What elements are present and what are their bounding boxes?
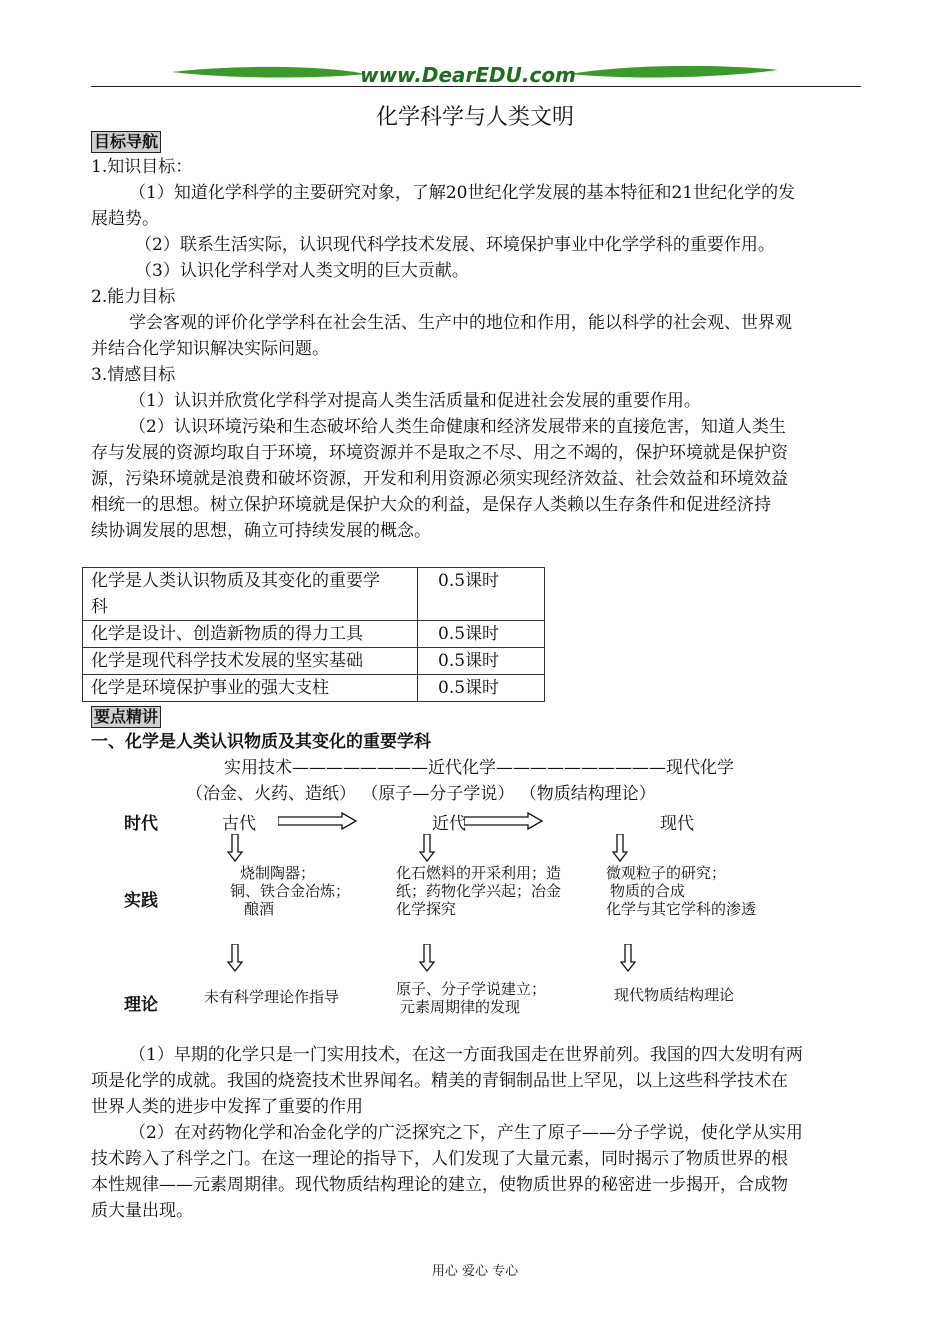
topic-cell: 化学是设计、创造新物质的得力工具	[83, 621, 418, 648]
hours-cell: 0.5课时	[418, 621, 545, 648]
paragraph-2-line2: 技术跨入了科学之门。在这一理论的指导下，人们发现了大量元素，同时揭示了物质世界的根	[91, 1149, 788, 1169]
paragraph-2-line3: 本性规律——元素周期律。现代物质结构理论的建立，使物质世界的秘密进一步揭开，合成物	[91, 1175, 788, 1195]
topic-text: 化学是人类认识物质及其变化的重要学	[91, 571, 380, 591]
practice-ancient-3: 酿酒	[244, 900, 275, 918]
arrow-down-icon	[227, 944, 243, 972]
page-footer: 用心 爱心 专心	[431, 1264, 519, 1279]
table-row	[83, 675, 545, 702]
arrow-down-icon	[612, 834, 628, 862]
era-contemporary: 现代	[660, 814, 694, 834]
emotion-heading: 3.情感目标	[91, 365, 176, 385]
logo-swoosh-left	[172, 67, 365, 78]
table-row	[83, 568, 545, 621]
goal-e2-line2: 存与发展的资源均取自于环境，环境资源并不是取之不尽、用之不竭的，保护环境就是保护资	[91, 443, 788, 463]
hours-cell: 0.5课时	[418, 568, 545, 621]
practice-modern-2: 纸；药物化学兴起；冶金	[396, 882, 562, 900]
logo-text: www.DearEDU.com	[360, 63, 576, 87]
schedule-table	[82, 567, 545, 702]
practice-cont-2: 物质的合成	[610, 882, 686, 900]
knowledge-heading: 1.知识目标：	[91, 157, 193, 177]
goal-e1: （1）认识并欣赏化学科学对提高人类生活质量和促进社会发展的重要作用。	[129, 391, 701, 411]
goal-k3: （3）认识化学科学对人类文明的巨大贡献。	[135, 261, 469, 281]
section-heading-1: 一、化学是人类认识物质及其变化的重要学科	[91, 732, 431, 752]
section-tag-keypoints: 要点精讲	[91, 706, 161, 728]
topic-cell	[83, 568, 418, 621]
header-rule	[91, 86, 861, 87]
logo-swoosh-right	[570, 66, 778, 78]
theory-contemporary: 现代物质结构理论	[614, 986, 735, 1004]
goal-e2-line3: 源，污染环境就是浪费和破坏资源，开发和利用资源必须实现经济效益、社会效益和环境效益	[91, 469, 788, 489]
practice-cont-1: 微观粒子的研究；	[606, 864, 727, 882]
row-label-practice: 实践	[124, 891, 158, 911]
arrow-down-icon	[419, 834, 435, 862]
practice-cont-3: 化学与其它学科的渗透	[606, 900, 757, 918]
practice-modern-3: 化学探究	[396, 900, 457, 918]
stages-line: 实用技术————————近代化学——————————现代化学	[224, 758, 734, 778]
table-row	[83, 648, 545, 675]
goal-k2: （2）联系生活实际，认识现代科学技术发展、环境保护事业中化学学科的重要作用。	[135, 235, 775, 255]
arrow-down-icon	[419, 944, 435, 972]
practice-ancient-1: 烧制陶器；	[240, 864, 316, 882]
practice-modern-1: 化石燃料的开采利用；造	[396, 864, 562, 882]
topic-text-cont: 科	[91, 597, 108, 617]
era-ancient: 古代	[222, 814, 256, 834]
paragraph-1-line1: （1）早期的化学只是一门实用技术，在这一方面我国走在世界前列。我国的四大发明有两	[129, 1045, 803, 1065]
theories-line: （冶金、火药、造纸） （原子—分子学说） （物质结构理论）	[186, 784, 656, 804]
practice-ancient-2: 铜、铁合金冶炼；	[230, 882, 351, 900]
theory-modern-2: 元素周期律的发现	[400, 998, 521, 1016]
paragraph-1-line3: 世界人类的进步中发挥了重要的作用	[91, 1097, 363, 1117]
paragraph-2-line4: 质大量出现。	[91, 1201, 193, 1221]
theory-ancient: 未有科学理论作指导	[204, 988, 340, 1006]
arrow-down-icon	[620, 944, 636, 972]
hours-cell: 0.5课时	[418, 648, 545, 675]
arrow-right-icon	[464, 812, 544, 830]
goal-e2-line4: 相统一的思想。树立保护环境就是保护大众的利益，是保存人类赖以生存条件和促进经济持	[91, 495, 771, 515]
topic-cell: 化学是现代科学技术发展的坚实基础	[83, 648, 418, 675]
hours-cell: 0.5课时	[418, 675, 545, 702]
topic-cell: 化学是环境保护事业的强大支柱	[83, 675, 418, 702]
arrow-right-icon	[278, 812, 358, 830]
goal-k1-line1: （1）知道化学科学的主要研究对象，了解20世纪化学发展的基本特征和21世纪化学的发	[129, 183, 796, 203]
page-title: 化学科学与人类文明	[375, 105, 574, 130]
goal-a1-line2: 并结合化学知识解决实际问题。	[91, 339, 329, 359]
era-modern: 近代	[432, 814, 466, 834]
goal-a1-line1: 学会客观的评价化学学科在社会生活、生产中的地位和作用，能以科学的社会观、世界观	[129, 313, 792, 333]
table-row	[83, 621, 545, 648]
paragraph-2-line1: （2）在对药物化学和冶金化学的广泛探究之下，产生了原子——分子学说，使化学从实用	[129, 1123, 803, 1143]
theory-modern-1: 原子、分子学说建立；	[396, 980, 547, 998]
ability-heading: 2.能力目标	[91, 287, 176, 307]
row-label-theory: 理论	[124, 995, 158, 1015]
goal-e2-line5: 续协调发展的思想，确立可持续发展的概念。	[91, 521, 431, 541]
goal-e2-line1: （2）认识环境污染和生态破坏给人类生命健康和经济发展带来的直接危害，知道人类生	[129, 417, 786, 437]
goal-k1-line2: 展趋势。	[91, 209, 159, 229]
arrow-down-icon	[227, 834, 243, 862]
section-tag-goals: 目标导航	[91, 131, 161, 153]
row-label-era: 时代	[124, 814, 158, 834]
paragraph-1-line2: 项是化学的成就。我国的烧瓷技术世界闻名。精美的青铜制品世上罕见，以上这些科学技术在	[91, 1071, 788, 1091]
